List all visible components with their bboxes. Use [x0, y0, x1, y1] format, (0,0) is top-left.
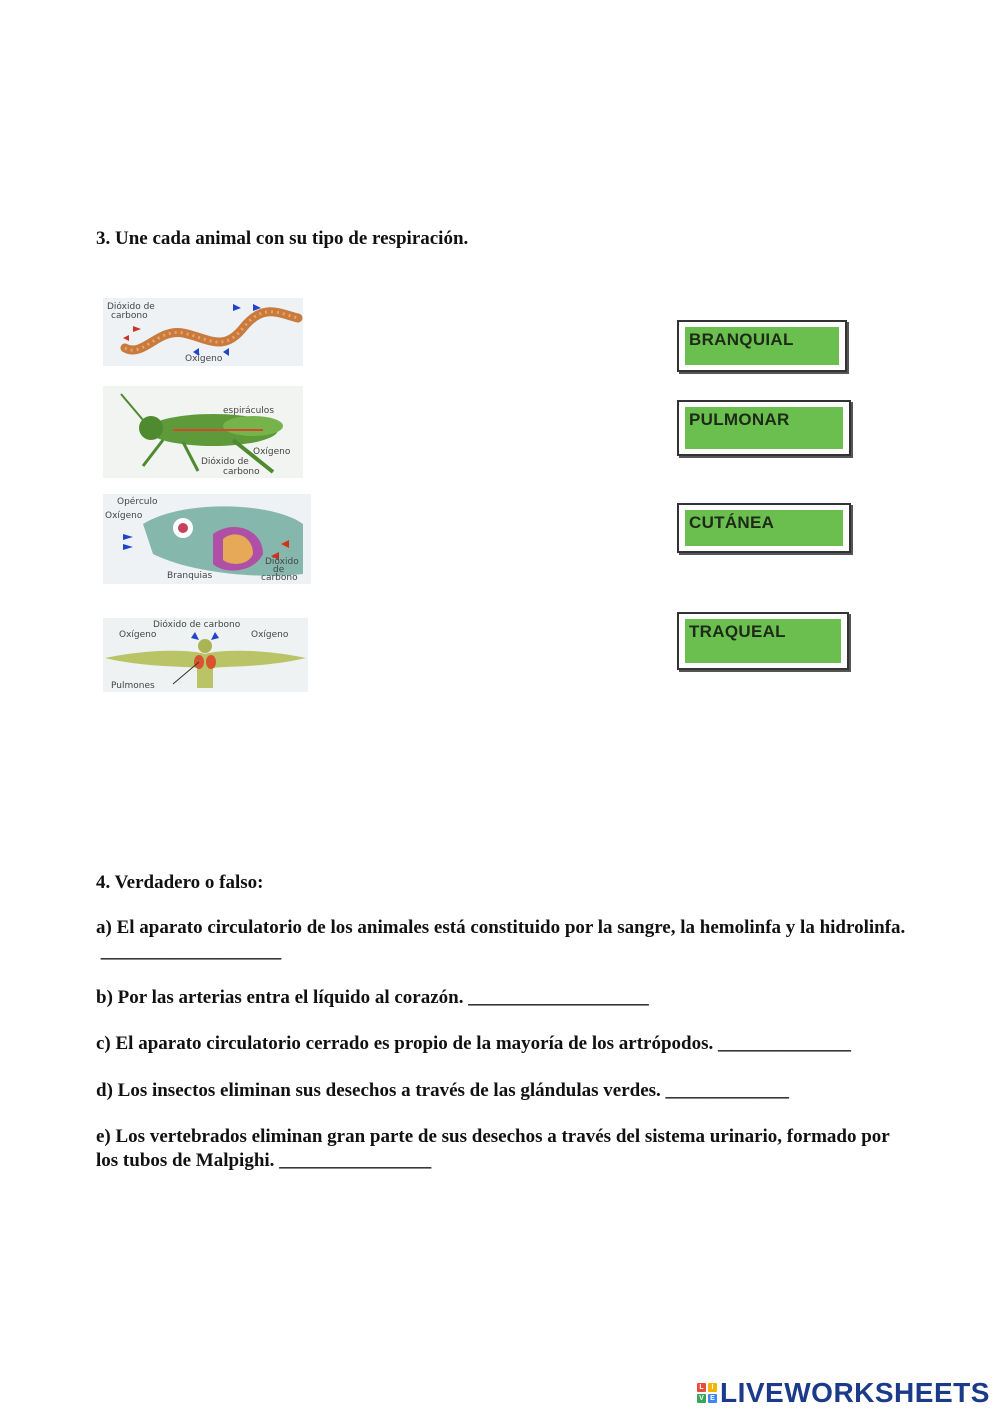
fish-label-4: Dióxido: [265, 557, 299, 567]
option-cutanea-label: CUTÁNEA: [689, 513, 775, 532]
statement-d: [96, 1079, 916, 1103]
bird-label-4: Pulmones: [111, 681, 155, 691]
logo-mark-icon: [697, 1383, 717, 1403]
statement-a: [96, 916, 916, 964]
logo-letter-e: E: [708, 1394, 717, 1403]
statement-d-text: d) Los insectos eliminan sus desechos a través de las glándulas verdes.: [96, 1080, 661, 1101]
statement-c-text: c) El aparato circulatorio cerrado es propio de la mayoría de los artrópodos.: [96, 1033, 714, 1054]
question-4-title: 4. Verdadero o falso:: [96, 872, 264, 893]
earthworm-label-3: Oxígeno: [185, 354, 223, 364]
bird-image: [103, 618, 308, 692]
fish-label-3: Branquias: [167, 571, 213, 581]
statement-a-blank[interactable]: ___________________: [96, 941, 282, 962]
bird-label-2: Oxígeno: [119, 630, 157, 640]
option-cutanea[interactable]: [677, 503, 851, 553]
fish-label-6: carbono: [261, 573, 298, 583]
option-pulmonar-label: PULMONAR: [689, 410, 790, 429]
option-traqueal-label: TRAQUEAL: [689, 622, 786, 641]
grasshopper-label-1: espiráculos: [223, 406, 275, 416]
grasshopper-image: [103, 386, 303, 478]
bird-label-3: Oxígeno: [251, 630, 289, 640]
fish-label-1: Opérculo: [117, 497, 158, 507]
logo-letter-v: V: [697, 1394, 706, 1403]
statement-b-text: b) Por las arterias entra el líquido al corazón.: [96, 987, 464, 1008]
statement-d-blank[interactable]: _____________: [660, 1080, 790, 1101]
earthworm-label-1: Dióxido de: [107, 302, 155, 312]
fish-label-5: de: [273, 565, 285, 575]
fish-image: [103, 494, 311, 584]
question-3-title: 3. Une cada animal con su tipo de respiración.: [96, 228, 469, 249]
statement-e-text: e) Los vertebrados eliminan gran parte de sus desechos a través del sistema urinario, formado por los tubos de Malpighi.: [96, 1126, 890, 1171]
grasshopper-label-2: Oxígeno: [253, 447, 291, 457]
earthworm-label-2: carbono: [111, 311, 148, 321]
fish-label-2: Oxígeno: [105, 511, 143, 521]
option-branquial-label: BRANQUIAL: [689, 330, 794, 349]
option-traqueal[interactable]: [677, 612, 849, 670]
logo-letter-i: I: [708, 1383, 717, 1392]
statement-e: [96, 1125, 916, 1173]
option-branquial[interactable]: [677, 320, 847, 372]
grasshopper-icon: [103, 386, 303, 478]
grasshopper-label-4: carbono: [223, 467, 260, 477]
statement-e-blank[interactable]: ________________: [274, 1150, 432, 1171]
liveworksheets-logo: [697, 1376, 990, 1410]
bird-icon: [103, 618, 308, 692]
statement-a-text: a) El aparato circulatorio de los animales está constituido por la sangre, la hemolinfa y la hidrolinfa.: [96, 917, 906, 938]
statement-b-blank[interactable]: ___________________: [463, 987, 649, 1008]
statement-c: [96, 1032, 916, 1056]
fish-icon: [103, 494, 311, 584]
logo-text: LIVEWORKSHEETS: [720, 1377, 990, 1408]
statement-c-blank[interactable]: ______________: [713, 1033, 851, 1054]
statement-b: [96, 986, 916, 1010]
earthworm-image: [103, 298, 303, 366]
bird-label-1: Dióxido de carbono: [153, 620, 241, 630]
grasshopper-label-3: Dióxido de: [201, 457, 249, 467]
logo-letter-l: L: [697, 1383, 706, 1392]
earthworm-icon: [103, 298, 303, 366]
option-pulmonar[interactable]: [677, 400, 851, 456]
